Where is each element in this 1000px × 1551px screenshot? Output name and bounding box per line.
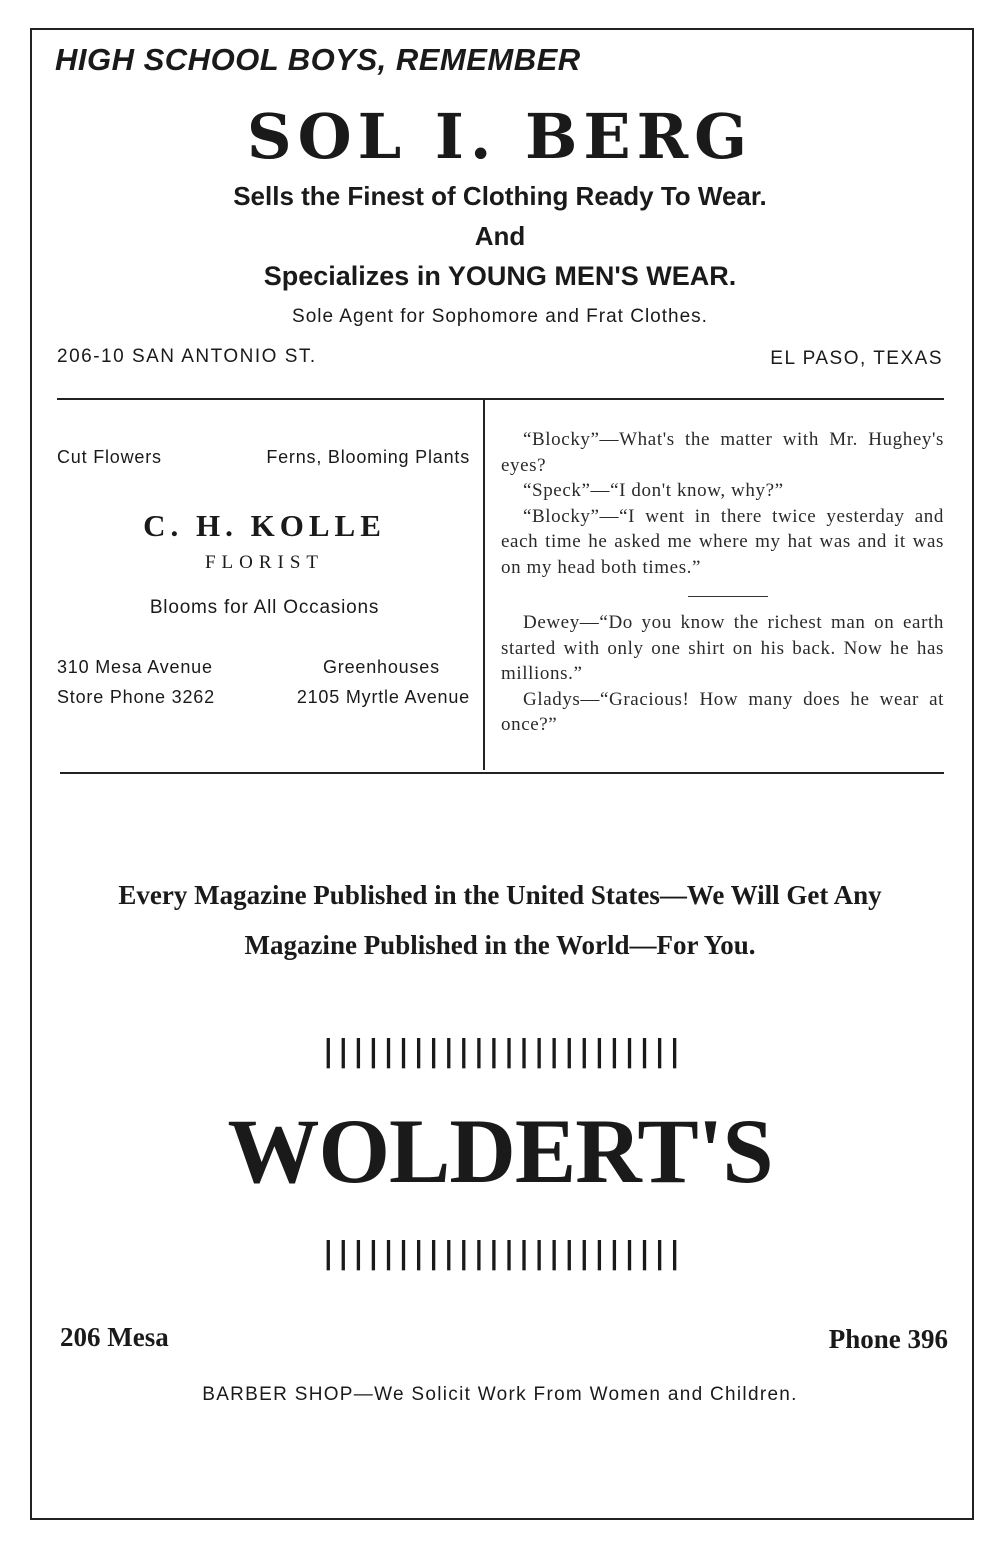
divider-top (57, 398, 944, 400)
joke-paragraph: “Speck”—“I don't know, why?” (523, 480, 784, 501)
kolle-greenhouses-address: 2105 Myrtle Avenue (296, 687, 470, 707)
divider-vertical (483, 400, 485, 770)
kolle-address: 310 Mesa Avenue (57, 657, 213, 677)
woldert-name: WOLDERT'S (227, 1100, 773, 1202)
kolle-name: C. H. KOLLE (143, 508, 386, 543)
berg-city: EL PASO, TEXAS (770, 348, 943, 369)
woldert-address: 206 Mesa (60, 1322, 169, 1352)
woldert-magazine-line-2: Magazine Published in the World—For You. (244, 930, 756, 960)
berg-line-1: Sells the Finest of Clothing Ready To Wear. (233, 181, 767, 211)
joke-paragraph: Gladys—“Gracious! How many does he wear at once?” (501, 688, 944, 735)
woldert-barber: BARBER SHOP—We Solicit Work From Women and Children. (202, 1384, 798, 1405)
berg-line-3: Specializes in YOUNG MEN'S WEAR. (263, 261, 737, 291)
berg-headline: HIGH SCHOOL BOYS, REMEMBER (55, 42, 581, 77)
berg-address: 206-10 SAN ANTONIO ST. (57, 346, 317, 367)
woldert-phone: Phone 396 (828, 1324, 948, 1354)
woldert-magazine-line-1: Every Magazine Published in the United States—We Will Get Any (118, 880, 882, 910)
berg-name: SOL I. BERG (246, 100, 754, 173)
woldert-bars-top: |||||||||||||||||||||||| (319, 1034, 681, 1069)
joke-paragraph: “Blocky”—“I went in there twice yesterday and each time he asked me where my hat was and it was on my head both times.” (501, 505, 944, 578)
joke-paragraph: Dewey—“Do you know the richest man on earth started with only one shirt on his back. Now he has millions.” (501, 612, 944, 684)
berg-line-2: And (474, 221, 526, 251)
kolle-greenhouses-label: Greenhouses (323, 657, 440, 677)
divider-middle (60, 772, 944, 774)
woldert-bars-bottom: |||||||||||||||||||||||| (319, 1236, 681, 1271)
kolle-right-tag: Ferns, Blooming Plants (266, 447, 470, 467)
kolle-left-tag: Cut Flowers (57, 447, 162, 467)
joke-dewey (501, 610, 944, 738)
kolle-phone: Store Phone 3262 (57, 687, 215, 707)
kolle-title: FLORIST (204, 552, 325, 573)
joke-blocky (501, 427, 944, 580)
kolle-slogan: Blooms for All Occasions (149, 597, 380, 618)
joke-paragraph: “Blocky”—What's the matter with Mr. Hughey's eyes? (501, 429, 944, 476)
berg-line-4: Sole Agent for Sophomore and Frat Clothes. (292, 306, 708, 327)
joke-separator (688, 596, 768, 597)
